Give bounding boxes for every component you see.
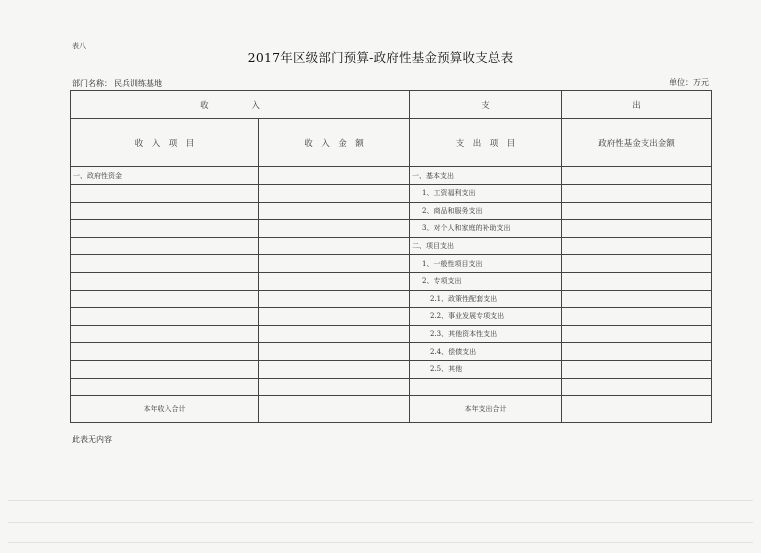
expense-item-cell: 1、工资福利支出 xyxy=(410,185,562,203)
income-item-cell xyxy=(71,255,259,273)
income-amount-cell xyxy=(259,290,410,308)
expense-amount-header: 政府性基金支出金额 xyxy=(562,119,712,167)
income-amount-cell xyxy=(259,325,410,343)
table-row xyxy=(71,237,712,255)
budget-table xyxy=(70,90,712,423)
expense-amount-cell xyxy=(562,202,712,220)
expense-item-cell: 2.4、偿债支出 xyxy=(410,343,562,361)
income-item-cell xyxy=(71,343,259,361)
income-total-amount xyxy=(259,396,410,423)
income-item-cell xyxy=(71,272,259,290)
expense-total-label: 本年支出合计 xyxy=(410,396,562,423)
expense-amount-cell xyxy=(562,290,712,308)
income-item-cell xyxy=(71,237,259,255)
expense-amount-cell xyxy=(562,360,712,378)
expense-amount-cell xyxy=(562,167,712,185)
income-section-header: 收 入 xyxy=(71,91,410,119)
income-total-label: 本年收入合计 xyxy=(71,396,259,423)
income-item-cell xyxy=(71,325,259,343)
income-amount-cell xyxy=(259,272,410,290)
income-amount-cell xyxy=(259,185,410,203)
expense-amount-cell xyxy=(562,378,712,396)
income-amount-cell xyxy=(259,308,410,326)
income-amount-cell xyxy=(259,255,410,273)
expense-total-amount xyxy=(562,396,712,423)
table-row xyxy=(71,167,712,185)
table-number: 表八 xyxy=(72,42,86,50)
expense-item-header: 支 出 项 目 xyxy=(410,119,562,167)
expense-item-cell: 2.3、其他资本性支出 xyxy=(410,325,562,343)
expense-item-cell: 3、对个人和家庭的补助支出 xyxy=(410,220,562,238)
totals-row xyxy=(71,396,712,423)
income-amount-cell xyxy=(259,237,410,255)
expense-item-cell: 2、专项支出 xyxy=(410,272,562,290)
income-amount-cell xyxy=(259,220,410,238)
table-row xyxy=(71,360,712,378)
expense-amount-cell xyxy=(562,325,712,343)
table-row xyxy=(71,308,712,326)
department-value: 民兵训练基地 xyxy=(114,79,162,88)
expense-section-header-right: 出 xyxy=(562,91,712,119)
expense-item-cell xyxy=(410,378,562,396)
footnote: 此表无内容 xyxy=(72,435,112,444)
document-title: 2017年区级部门预算-政府性基金预算收支总表 xyxy=(247,50,514,65)
unit-label: 单位：万元 xyxy=(669,78,709,87)
expense-item-cell: 2.1、政策性配套支出 xyxy=(410,290,562,308)
department-label: 部门名称： xyxy=(72,79,112,88)
expense-item-cell: 二、项目支出 xyxy=(410,237,562,255)
expense-amount-cell xyxy=(562,272,712,290)
income-item-cell: 一、政府性资金 xyxy=(71,167,259,185)
income-item-cell xyxy=(71,185,259,203)
column-header-row xyxy=(71,119,712,167)
table-row xyxy=(71,343,712,361)
table-row xyxy=(71,185,712,203)
table-row xyxy=(71,220,712,238)
income-item-cell xyxy=(71,360,259,378)
expense-amount-cell xyxy=(562,343,712,361)
income-amount-cell xyxy=(259,202,410,220)
expense-item-cell: 2.2、事业发展专项支出 xyxy=(410,308,562,326)
scan-artifact-line xyxy=(8,542,753,543)
income-amount-cell xyxy=(259,360,410,378)
income-item-cell xyxy=(71,220,259,238)
expense-amount-cell xyxy=(562,220,712,238)
expense-item-cell: 一、基本支出 xyxy=(410,167,562,185)
scan-margin xyxy=(0,492,761,553)
income-amount-cell xyxy=(259,343,410,361)
scan-artifact-line xyxy=(8,500,753,501)
income-amount-cell xyxy=(259,378,410,396)
department-line xyxy=(72,78,162,89)
table-row xyxy=(71,325,712,343)
table-row xyxy=(71,272,712,290)
expense-amount-cell xyxy=(562,308,712,326)
income-amount-cell xyxy=(259,167,410,185)
income-item-cell xyxy=(71,202,259,220)
expense-amount-cell xyxy=(562,255,712,273)
expense-amount-cell xyxy=(562,237,712,255)
table-row xyxy=(71,255,712,273)
expense-item-cell: 1、一般性项目支出 xyxy=(410,255,562,273)
table-row xyxy=(71,290,712,308)
income-item-cell xyxy=(71,290,259,308)
income-item-cell xyxy=(71,378,259,396)
income-item-header: 收 入 项 目 xyxy=(71,119,259,167)
expense-amount-cell xyxy=(562,185,712,203)
table-row xyxy=(71,378,712,396)
expense-section-header-left: 支 xyxy=(410,91,562,119)
expense-item-cell: 2、商品和服务支出 xyxy=(410,202,562,220)
income-amount-header: 收 入 金 额 xyxy=(259,119,410,167)
section-header-row xyxy=(71,91,712,119)
income-item-cell xyxy=(71,308,259,326)
expense-item-cell: 2.5、其他 xyxy=(410,360,562,378)
scan-artifact-line xyxy=(8,522,753,523)
table-row xyxy=(71,202,712,220)
